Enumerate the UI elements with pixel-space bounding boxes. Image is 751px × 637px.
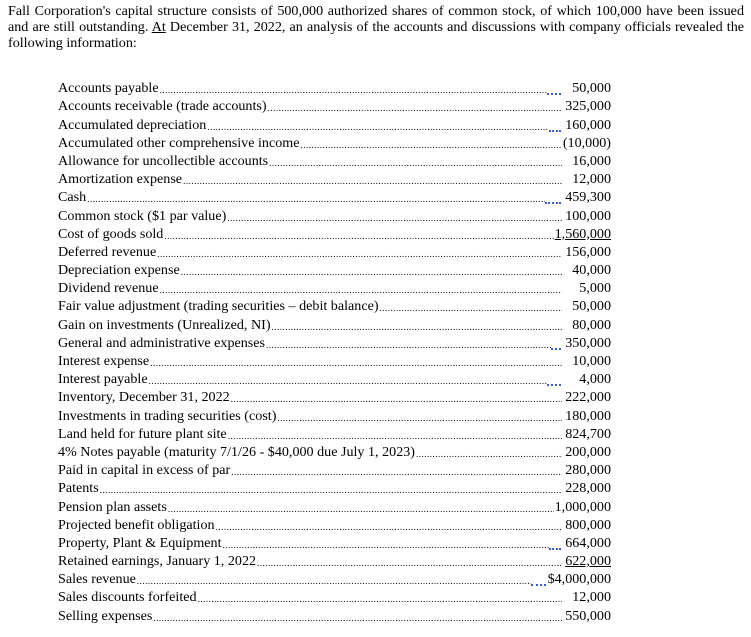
dot-leader <box>150 354 562 369</box>
account-row <box>58 515 611 533</box>
dot-leader <box>137 572 531 587</box>
account-label: Sales revenue <box>58 571 136 588</box>
account-amount: 350,000 <box>565 334 611 351</box>
dot-leader <box>228 427 562 442</box>
account-label: Paid in capital in excess of par <box>58 462 231 479</box>
account-row <box>58 187 611 205</box>
dot-leader <box>157 245 562 260</box>
account-label: Common stock ($1 par value) <box>58 207 227 224</box>
spellcheck-mark <box>547 382 561 386</box>
account-amount: 200,000 <box>565 443 611 460</box>
account-row <box>58 460 611 478</box>
account-amount: 10,000 <box>572 353 611 369</box>
dot-leader <box>160 281 562 296</box>
account-row <box>58 296 611 314</box>
account-row <box>58 424 611 442</box>
dot-leader <box>87 190 544 205</box>
account-row <box>58 496 611 514</box>
dot-leader <box>231 463 562 478</box>
account-amount: 664,000 <box>565 534 611 551</box>
account-row <box>58 533 611 551</box>
account-row <box>58 278 611 296</box>
account-amount: 824,700 <box>565 425 611 442</box>
account-amount: 12,000 <box>572 171 611 188</box>
intro-text-1: Fall Corporation's capital structure consists of 500,000 authorized shares of common stock, of which 100,000 have been issued and are still outstanding. <box>8 3 744 35</box>
account-row <box>58 260 611 278</box>
account-label: Allowance for uncollectible accounts <box>58 152 269 169</box>
dot-leader <box>277 409 562 424</box>
dot-leader <box>181 263 562 278</box>
account-row <box>58 151 611 169</box>
account-row <box>58 205 611 223</box>
account-row <box>58 169 611 187</box>
account-amount: 100,000 <box>565 207 611 224</box>
account-label: Interest expense <box>58 353 150 369</box>
account-row <box>58 478 611 496</box>
account-label: Inventory, December 31, 2022 <box>58 389 230 406</box>
dot-leader <box>198 590 562 605</box>
account-row <box>58 369 611 387</box>
account-label: Accounts receivable (trade accounts) <box>58 98 267 115</box>
account-row <box>58 314 611 332</box>
dot-leader <box>231 390 562 405</box>
dot-leader <box>380 299 562 314</box>
account-label: Gain on investments (Unrealized, NI) <box>58 316 271 333</box>
account-amount: 50,000 <box>572 80 611 97</box>
account-row <box>58 114 611 132</box>
account-amount: 12,000 <box>572 589 611 606</box>
account-row <box>58 551 611 569</box>
spellcheck-mark <box>551 346 561 350</box>
spellcheck-mark <box>545 200 562 204</box>
dot-leader <box>183 172 562 187</box>
account-row <box>58 387 611 405</box>
dot-leader <box>149 372 547 387</box>
dot-leader <box>216 518 562 533</box>
account-label: Projected benefit obligation <box>58 516 215 533</box>
account-amount: 180,000 <box>565 407 611 424</box>
account-label: Deferred revenue <box>58 243 157 260</box>
account-label: General and administrative expenses <box>58 334 266 351</box>
spellcheck-mark <box>531 582 545 586</box>
account-amount: 160,000 <box>565 116 611 133</box>
account-label: Cost of goods sold <box>58 225 164 242</box>
account-row <box>58 569 611 587</box>
account-label: Land held for future plant site <box>58 425 227 442</box>
account-label: Accounts payable <box>58 80 159 97</box>
account-row <box>58 242 611 260</box>
account-row <box>58 78 611 96</box>
dot-leader <box>164 227 553 242</box>
account-row <box>58 405 611 423</box>
dot-leader <box>207 118 548 133</box>
account-amount: 1,560,000 <box>554 225 611 242</box>
account-label: 4% Notes payable (maturity 7/1/26 - $40,000 due July 1, 2023) <box>58 443 415 460</box>
account-row <box>58 351 611 369</box>
account-label: Selling expenses <box>58 607 153 624</box>
account-label: Cash <box>58 189 87 206</box>
account-label: Dividend revenue <box>58 280 159 297</box>
account-row <box>58 587 611 605</box>
dot-leader <box>266 336 551 351</box>
dot-leader <box>168 500 554 515</box>
account-row <box>58 96 611 114</box>
account-amount: 80,000 <box>572 316 611 333</box>
dot-leader <box>100 481 562 496</box>
dot-leader <box>257 554 562 569</box>
intro-text-2: At <box>151 19 166 35</box>
account-label: Interest payable <box>58 371 148 388</box>
account-label: Investments in trading securities (cost) <box>58 407 277 424</box>
dot-leader <box>268 99 562 114</box>
account-amount: 325,000 <box>565 98 611 115</box>
account-label: Retained earnings, January 1, 2022 <box>58 553 257 570</box>
account-row <box>58 605 611 623</box>
account-amount: 222,000 <box>565 389 611 406</box>
account-label: Accumulated other comprehensive income <box>58 134 300 151</box>
account-amount: 280,000 <box>565 462 611 479</box>
dot-leader <box>223 536 550 551</box>
account-amount: 800,000 <box>565 516 611 533</box>
account-row <box>58 133 611 151</box>
dot-leader <box>416 445 562 460</box>
dot-leader <box>300 136 561 151</box>
account-amount: 1,000,000 <box>554 498 611 515</box>
account-label: Sales discounts forfeited <box>58 589 197 606</box>
account-label: Pension plan assets <box>58 498 167 515</box>
account-row <box>58 224 611 242</box>
spellcheck-mark <box>549 546 561 550</box>
account-amount: 156,000 <box>565 243 611 260</box>
account-row <box>58 442 611 460</box>
account-amount: $4,000,000 <box>547 571 611 588</box>
dot-leader <box>227 209 562 224</box>
dot-leader <box>153 609 562 624</box>
account-amount: 40,000 <box>572 262 611 279</box>
account-amount: 16,000 <box>572 152 611 169</box>
account-label: Accumulated depreciation <box>58 116 207 133</box>
dot-leader <box>272 318 562 333</box>
account-amount: 5,000 <box>579 280 611 297</box>
spellcheck-mark <box>547 91 561 95</box>
account-label: Property, Plant & Equipment <box>58 534 222 551</box>
account-label: Fair value adjustment (trading securities – debit balance) <box>58 298 379 315</box>
account-amount: 50,000 <box>572 298 611 315</box>
account-row <box>58 333 611 351</box>
account-label: Patents <box>58 480 99 497</box>
account-amount: 228,000 <box>565 480 611 497</box>
account-label: Amortization expense <box>58 171 183 188</box>
intro-paragraph <box>8 3 744 51</box>
dot-leader <box>269 154 562 169</box>
intro-text-3: December 31, 2022, an analysis of the accounts and discussions with company officials revealed the following information: <box>8 19 745 51</box>
account-amount: 459,300 <box>565 189 611 206</box>
account-amount: 622,000 <box>565 553 611 570</box>
spellcheck-mark <box>549 128 561 132</box>
account-label: Depreciation expense <box>58 262 180 279</box>
account-list <box>58 78 611 624</box>
account-amount: 4,000 <box>579 371 611 388</box>
account-amount: (10,000) <box>562 134 611 151</box>
account-amount: 550,000 <box>565 607 611 624</box>
dot-leader <box>160 81 547 96</box>
